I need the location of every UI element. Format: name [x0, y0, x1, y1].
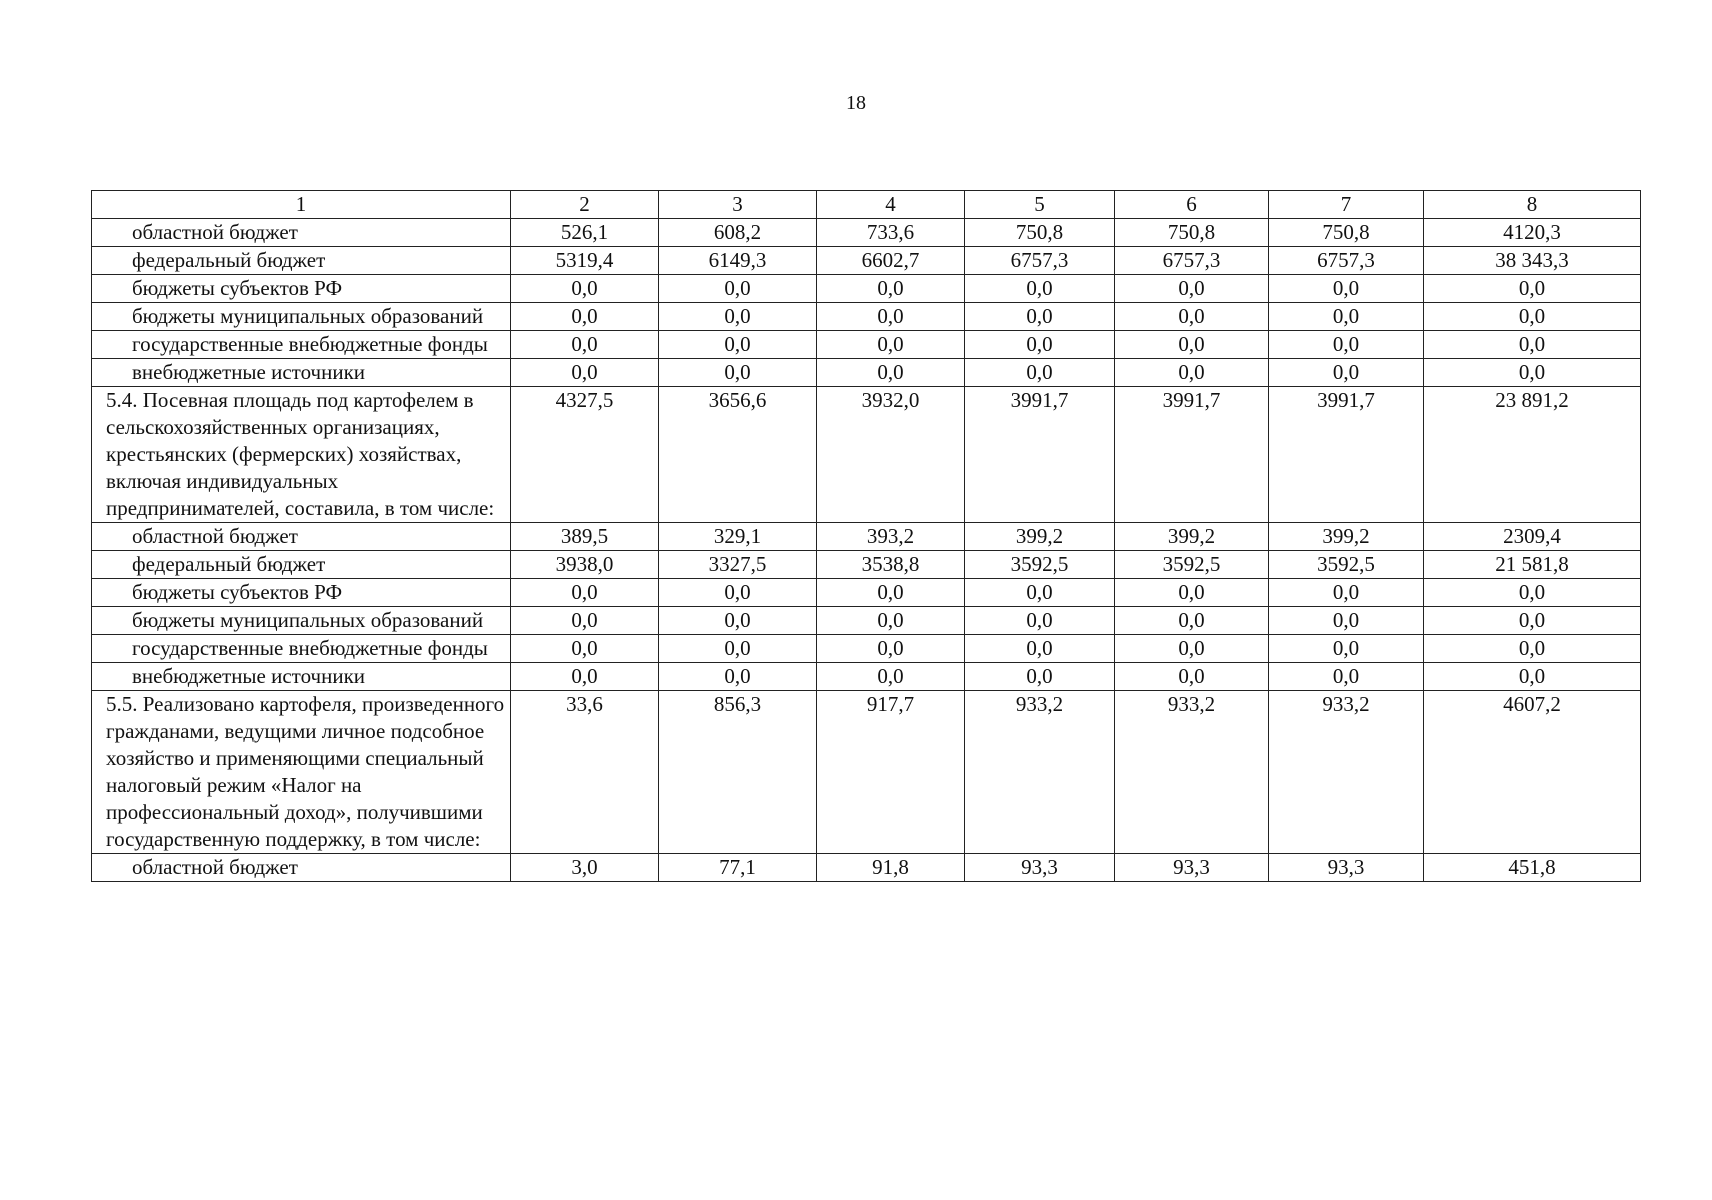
value-cell: 0,0: [1115, 579, 1269, 607]
value-cell: 0,0: [659, 579, 817, 607]
value-cell: 6602,7: [817, 247, 965, 275]
row-label-cell: [92, 303, 511, 331]
value-cell: 0,0: [1269, 579, 1424, 607]
row-label-cell: [92, 663, 511, 691]
value-cell: 750,8: [965, 219, 1115, 247]
row-label-cell: [92, 551, 511, 579]
value-cell: 0,0: [817, 663, 965, 691]
value-cell: 399,2: [1269, 523, 1424, 551]
table-row: [92, 854, 1641, 882]
value-cell: 3991,7: [965, 387, 1115, 523]
value-cell: 0,0: [965, 359, 1115, 387]
value-cell: 0,0: [1115, 607, 1269, 635]
value-cell: 4120,3: [1424, 219, 1641, 247]
value-cell: 0,0: [1115, 635, 1269, 663]
value-cell: 21 581,8: [1424, 551, 1641, 579]
header-cell: 5: [965, 191, 1115, 219]
value-cell: 399,2: [1115, 523, 1269, 551]
page-number: 18: [846, 92, 866, 114]
value-cell: 0,0: [817, 331, 965, 359]
value-cell: 933,2: [965, 691, 1115, 854]
value-cell: 399,2: [965, 523, 1115, 551]
value-cell: 0,0: [817, 635, 965, 663]
row-label-cell: [92, 579, 511, 607]
value-cell: 2309,4: [1424, 523, 1641, 551]
value-cell: 0,0: [511, 359, 659, 387]
value-cell: 0,0: [511, 579, 659, 607]
value-cell: 0,0: [1424, 607, 1641, 635]
value-cell: 0,0: [1269, 303, 1424, 331]
value-cell: 0,0: [817, 579, 965, 607]
value-cell: 3932,0: [817, 387, 965, 523]
value-cell: 6149,3: [659, 247, 817, 275]
value-cell: 0,0: [965, 303, 1115, 331]
value-cell: 0,0: [965, 579, 1115, 607]
value-cell: 6757,3: [1269, 247, 1424, 275]
value-cell: 4327,5: [511, 387, 659, 523]
value-cell: 0,0: [511, 275, 659, 303]
value-cell: 933,2: [1115, 691, 1269, 854]
row-label-cell: [92, 247, 511, 275]
row-label: 5.4. Посевная площадь под картофелем в сельскохозяйственных организациях, крестьянских (фермерских) хозяйствах, включая индивидуальных предпринимателей, составила, в том числе:: [106, 388, 495, 520]
row-label: областной бюджет: [132, 855, 298, 879]
value-cell: 0,0: [1115, 663, 1269, 691]
row-label: 5.5. Реализовано картофеля, произведенного гражданами, ведущими личное подсобное хозяйство и применяющими специальный налоговый режим «Налог на профессиональный доход», получившими государственную поддержку, в том числе:: [106, 692, 505, 851]
row-label: бюджеты муниципальных образований: [132, 608, 484, 632]
value-cell: 0,0: [817, 607, 965, 635]
value-cell: 3656,6: [659, 387, 817, 523]
value-cell: 0,0: [1115, 275, 1269, 303]
row-label: бюджеты субъектов РФ: [132, 276, 343, 300]
header-cell: 7: [1269, 191, 1424, 219]
value-cell: 0,0: [1424, 275, 1641, 303]
value-cell: 0,0: [1424, 663, 1641, 691]
budget-table: [91, 190, 1641, 882]
table-row: [92, 387, 1641, 523]
section-label-cell: [92, 387, 511, 523]
value-cell: 0,0: [511, 663, 659, 691]
value-cell: 0,0: [1424, 635, 1641, 663]
value-cell: 0,0: [1269, 635, 1424, 663]
table-row: [92, 635, 1641, 663]
row-label: федеральный бюджет: [132, 248, 326, 272]
table-row: [92, 523, 1641, 551]
row-label: федеральный бюджет: [132, 552, 326, 576]
value-cell: 526,1: [511, 219, 659, 247]
value-cell: 23 891,2: [1424, 387, 1641, 523]
row-label-cell: [92, 331, 511, 359]
row-label: бюджеты субъектов РФ: [132, 580, 343, 604]
value-cell: 389,5: [511, 523, 659, 551]
table-row: [92, 607, 1641, 635]
table-row: [92, 219, 1641, 247]
table-row: [92, 691, 1641, 854]
row-label-cell: [92, 359, 511, 387]
value-cell: 6757,3: [965, 247, 1115, 275]
value-cell: 33,6: [511, 691, 659, 854]
value-cell: 0,0: [1424, 303, 1641, 331]
table-row: [92, 303, 1641, 331]
row-label-cell: [92, 607, 511, 635]
value-cell: 3592,5: [965, 551, 1115, 579]
value-cell: 0,0: [1424, 579, 1641, 607]
header-cell: 3: [659, 191, 817, 219]
value-cell: 93,3: [965, 854, 1115, 882]
value-cell: 0,0: [659, 635, 817, 663]
value-cell: 3991,7: [1115, 387, 1269, 523]
value-cell: 3592,5: [1115, 551, 1269, 579]
value-cell: 77,1: [659, 854, 817, 882]
value-cell: 750,8: [1269, 219, 1424, 247]
table-row: [92, 247, 1641, 275]
value-cell: 733,6: [817, 219, 965, 247]
value-cell: 0,0: [659, 359, 817, 387]
row-label: внебюджетные источники: [132, 664, 366, 688]
value-cell: 6757,3: [1115, 247, 1269, 275]
value-cell: 0,0: [659, 331, 817, 359]
value-cell: 0,0: [965, 663, 1115, 691]
table-row: [92, 275, 1641, 303]
header-cell: 1: [92, 191, 511, 219]
value-cell: 5319,4: [511, 247, 659, 275]
value-cell: 0,0: [1269, 607, 1424, 635]
table-row: [92, 579, 1641, 607]
value-cell: 0,0: [965, 275, 1115, 303]
value-cell: 0,0: [1269, 663, 1424, 691]
value-cell: 0,0: [1115, 331, 1269, 359]
row-label-cell: [92, 275, 511, 303]
row-label-cell: [92, 635, 511, 663]
value-cell: 0,0: [1269, 275, 1424, 303]
header-cell: 8: [1424, 191, 1641, 219]
table-row: [92, 551, 1641, 579]
row-label: внебюджетные источники: [132, 360, 366, 384]
value-cell: 0,0: [511, 635, 659, 663]
value-cell: 3938,0: [511, 551, 659, 579]
value-cell: 0,0: [965, 331, 1115, 359]
row-label: областной бюджет: [132, 220, 298, 244]
value-cell: 4607,2: [1424, 691, 1641, 854]
value-cell: 0,0: [1424, 331, 1641, 359]
value-cell: 0,0: [817, 275, 965, 303]
value-cell: 0,0: [965, 635, 1115, 663]
table-header-row: [92, 191, 1641, 219]
row-label-cell: [92, 523, 511, 551]
value-cell: 93,3: [1269, 854, 1424, 882]
row-label-cell: [92, 854, 511, 882]
value-cell: 91,8: [817, 854, 965, 882]
value-cell: 0,0: [659, 303, 817, 331]
section-label-cell: [92, 691, 511, 854]
value-cell: 38 343,3: [1424, 247, 1641, 275]
value-cell: 0,0: [659, 607, 817, 635]
header-cell: 6: [1115, 191, 1269, 219]
value-cell: 0,0: [817, 303, 965, 331]
value-cell: 0,0: [1115, 359, 1269, 387]
row-label: областной бюджет: [132, 524, 298, 548]
row-label-cell: [92, 219, 511, 247]
value-cell: 0,0: [659, 663, 817, 691]
value-cell: 93,3: [1115, 854, 1269, 882]
row-label: государственные внебюджетные фонды: [132, 636, 488, 660]
value-cell: 0,0: [1424, 359, 1641, 387]
value-cell: 3,0: [511, 854, 659, 882]
header-cell: 4: [817, 191, 965, 219]
value-cell: 917,7: [817, 691, 965, 854]
table-row: [92, 663, 1641, 691]
value-cell: 856,3: [659, 691, 817, 854]
value-cell: 3327,5: [659, 551, 817, 579]
header-cell: 2: [511, 191, 659, 219]
value-cell: 608,2: [659, 219, 817, 247]
value-cell: 0,0: [1269, 359, 1424, 387]
value-cell: 750,8: [1115, 219, 1269, 247]
value-cell: 329,1: [659, 523, 817, 551]
value-cell: 0,0: [511, 607, 659, 635]
table-row: [92, 359, 1641, 387]
value-cell: 393,2: [817, 523, 965, 551]
value-cell: 3592,5: [1269, 551, 1424, 579]
value-cell: 933,2: [1269, 691, 1424, 854]
value-cell: 3991,7: [1269, 387, 1424, 523]
value-cell: 451,8: [1424, 854, 1641, 882]
value-cell: 0,0: [511, 331, 659, 359]
value-cell: 0,0: [1115, 303, 1269, 331]
value-cell: 0,0: [817, 359, 965, 387]
value-cell: 0,0: [511, 303, 659, 331]
value-cell: 0,0: [965, 607, 1115, 635]
table-row: [92, 331, 1641, 359]
value-cell: 0,0: [1269, 331, 1424, 359]
row-label: бюджеты муниципальных образований: [132, 304, 484, 328]
value-cell: 3538,8: [817, 551, 965, 579]
row-label: государственные внебюджетные фонды: [132, 332, 488, 356]
value-cell: 0,0: [659, 275, 817, 303]
